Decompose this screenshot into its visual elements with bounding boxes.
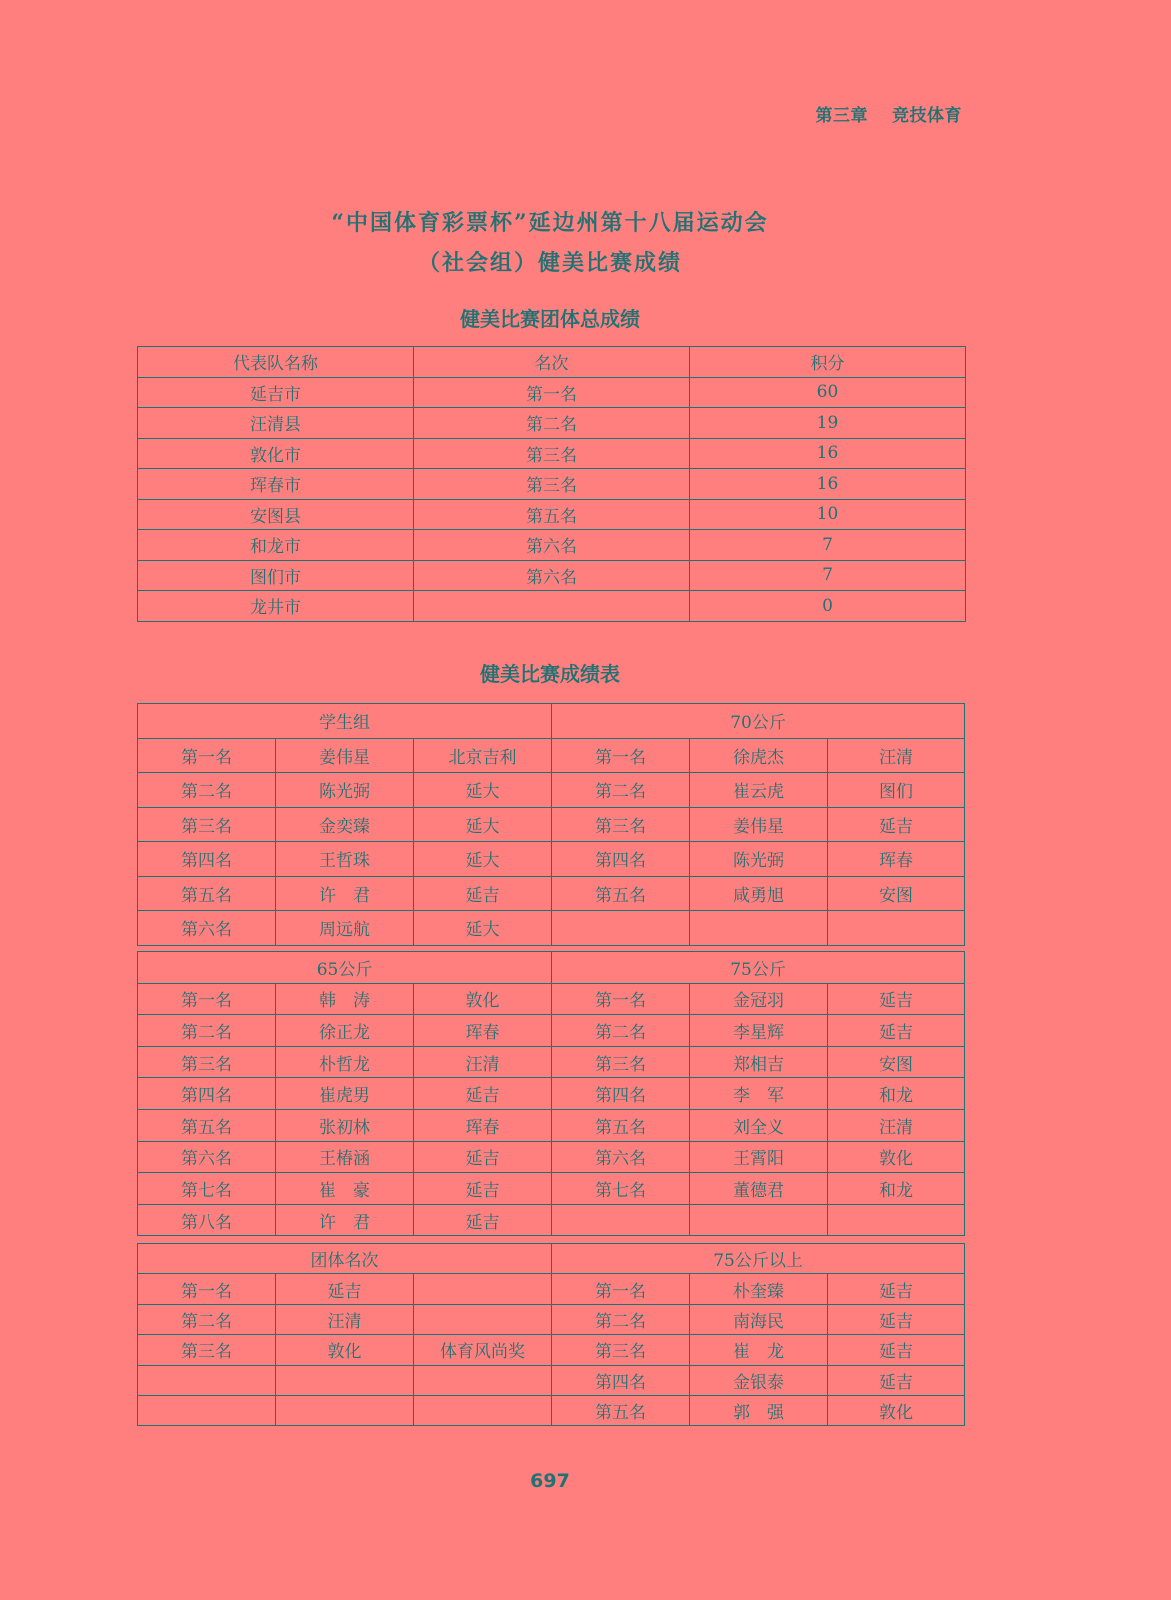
rank-cell: 第三名 bbox=[414, 438, 690, 469]
athlete-cell: 南海民 bbox=[690, 1304, 828, 1334]
team-cell: 延吉 bbox=[828, 1304, 965, 1334]
athlete-cell: 咸勇旭 bbox=[690, 876, 828, 911]
rank-cell bbox=[552, 911, 690, 946]
athlete-cell: 朴哲龙 bbox=[276, 1046, 414, 1078]
athlete-cell: 延吉 bbox=[276, 1274, 414, 1304]
athlete-cell: 王哲珠 bbox=[276, 842, 414, 877]
table-row bbox=[138, 377, 966, 408]
team-name-cell: 龙井市 bbox=[138, 591, 414, 622]
table-row bbox=[138, 1335, 965, 1365]
rank-cell: 第三名 bbox=[552, 807, 690, 842]
team-cell: 安图 bbox=[828, 1046, 965, 1078]
rank-cell: 第六名 bbox=[138, 1141, 276, 1173]
points-cell: 16 bbox=[690, 469, 966, 500]
rank-cell: 第二名 bbox=[552, 1304, 690, 1334]
rank-cell: 第三名 bbox=[138, 807, 276, 842]
column-header: 名次 bbox=[414, 347, 690, 378]
team-cell bbox=[414, 1365, 552, 1395]
rank-cell: 第二名 bbox=[552, 773, 690, 808]
results-block-3 bbox=[137, 1243, 965, 1426]
category-title: 团体名次 bbox=[138, 1244, 552, 1274]
points-cell: 7 bbox=[690, 530, 966, 561]
athlete-cell: 陈光弼 bbox=[690, 842, 828, 877]
athlete-cell: 汪清 bbox=[276, 1304, 414, 1334]
athlete-cell bbox=[690, 911, 828, 946]
table-row bbox=[138, 911, 965, 946]
table-row bbox=[138, 1204, 965, 1236]
rank-cell: 第七名 bbox=[138, 1173, 276, 1205]
table-row bbox=[138, 983, 965, 1015]
rank-cell: 第一名 bbox=[552, 983, 690, 1015]
rank-cell: 第四名 bbox=[138, 1078, 276, 1110]
column-header: 积分 bbox=[690, 347, 966, 378]
rank-cell: 第五名 bbox=[414, 499, 690, 530]
team-cell: 延大 bbox=[414, 807, 552, 842]
rank-cell: 第三名 bbox=[552, 1046, 690, 1078]
team-cell: 延吉 bbox=[414, 1173, 552, 1205]
team-cell bbox=[414, 1395, 552, 1425]
team-cell: 体育风尚奖 bbox=[414, 1335, 552, 1365]
table-row bbox=[138, 773, 965, 808]
table-row bbox=[138, 1304, 965, 1334]
team-cell: 汪清 bbox=[828, 1109, 965, 1141]
athlete-cell: 董德君 bbox=[690, 1173, 828, 1205]
rank-cell: 第五名 bbox=[552, 1395, 690, 1425]
table-row bbox=[138, 807, 965, 842]
team-cell: 汪清 bbox=[828, 738, 965, 773]
rank-cell: 第三名 bbox=[552, 1335, 690, 1365]
chapter-label: 第三章 bbox=[815, 106, 868, 126]
team-cell: 延大 bbox=[414, 773, 552, 808]
rank-cell bbox=[138, 1395, 276, 1425]
points-cell: 7 bbox=[690, 560, 966, 591]
results-block-2 bbox=[137, 951, 965, 1236]
team-results-heading: 健美比赛团体总成绩 bbox=[460, 307, 640, 331]
points-cell: 0 bbox=[690, 591, 966, 622]
team-results-table bbox=[137, 346, 966, 622]
points-cell: 16 bbox=[690, 438, 966, 469]
rank-cell bbox=[138, 1365, 276, 1395]
team-cell bbox=[414, 1274, 552, 1304]
team-name-cell: 敦化市 bbox=[138, 438, 414, 469]
team-cell bbox=[828, 911, 965, 946]
athlete-cell: 李 军 bbox=[690, 1078, 828, 1110]
rank-cell: 第五名 bbox=[138, 1109, 276, 1141]
athlete-cell: 敦化 bbox=[276, 1335, 414, 1365]
athlete-cell: 崔 豪 bbox=[276, 1173, 414, 1205]
athlete-cell: 周远航 bbox=[276, 911, 414, 946]
table-row bbox=[138, 1078, 965, 1110]
table-row bbox=[138, 1141, 965, 1173]
athlete-cell bbox=[690, 1204, 828, 1236]
athlete-cell: 郑相吉 bbox=[690, 1046, 828, 1078]
athlete-cell: 韩 涛 bbox=[276, 983, 414, 1015]
athlete-cell: 姜伟星 bbox=[276, 738, 414, 773]
team-cell bbox=[828, 1204, 965, 1236]
rank-cell: 第二名 bbox=[552, 1015, 690, 1047]
team-cell: 珲春 bbox=[414, 1109, 552, 1141]
rank-cell: 第四名 bbox=[552, 1078, 690, 1110]
results-block-1 bbox=[137, 703, 965, 946]
category-header-row bbox=[138, 952, 965, 984]
rank-cell: 第五名 bbox=[138, 876, 276, 911]
team-cell: 珲春 bbox=[828, 842, 965, 877]
table-row bbox=[138, 842, 965, 877]
table-row bbox=[138, 1395, 965, 1425]
rank-cell: 第六名 bbox=[552, 1141, 690, 1173]
document-title-line-1: “中国体育彩票杯”延边州第十八届运动会 bbox=[331, 210, 769, 236]
table-row bbox=[138, 469, 966, 500]
team-cell: 和龙 bbox=[828, 1078, 965, 1110]
team-cell: 延吉 bbox=[414, 1141, 552, 1173]
team-cell: 汪清 bbox=[414, 1046, 552, 1078]
athlete-cell: 朴奎臻 bbox=[690, 1274, 828, 1304]
rank-cell: 第二名 bbox=[138, 1015, 276, 1047]
page-number: 697 bbox=[530, 1470, 570, 1492]
team-name-cell: 图们市 bbox=[138, 560, 414, 591]
team-cell: 延大 bbox=[414, 842, 552, 877]
team-name-cell: 延吉市 bbox=[138, 377, 414, 408]
rank-cell: 第二名 bbox=[138, 773, 276, 808]
section-label: 竞技体育 bbox=[892, 106, 962, 126]
team-cell: 延吉 bbox=[414, 1204, 552, 1236]
rank-cell: 第二名 bbox=[414, 408, 690, 439]
table-header-row bbox=[138, 347, 966, 378]
rank-cell bbox=[414, 591, 690, 622]
category-title: 65公斤 bbox=[138, 952, 552, 984]
athlete-cell: 郭 强 bbox=[690, 1395, 828, 1425]
table-row bbox=[138, 408, 966, 439]
rank-cell: 第六名 bbox=[414, 560, 690, 591]
team-cell: 延吉 bbox=[828, 1274, 965, 1304]
table-row bbox=[138, 560, 966, 591]
team-cell: 北京吉利 bbox=[414, 738, 552, 773]
table-row bbox=[138, 591, 966, 622]
team-cell: 延吉 bbox=[414, 876, 552, 911]
category-title: 学生组 bbox=[138, 704, 552, 739]
athlete-cell: 崔 龙 bbox=[690, 1335, 828, 1365]
athlete-cell: 崔云虎 bbox=[690, 773, 828, 808]
points-cell: 60 bbox=[690, 377, 966, 408]
team-cell: 延吉 bbox=[828, 1015, 965, 1047]
table-row bbox=[138, 876, 965, 911]
athlete-cell: 金银泰 bbox=[690, 1365, 828, 1395]
athlete-cell: 金冠羽 bbox=[690, 983, 828, 1015]
athlete-cell: 陈光弼 bbox=[276, 773, 414, 808]
points-cell: 10 bbox=[690, 499, 966, 530]
category-header-row bbox=[138, 1244, 965, 1274]
rank-cell: 第一名 bbox=[138, 983, 276, 1015]
athlete-cell bbox=[276, 1395, 414, 1425]
rank-cell: 第一名 bbox=[414, 377, 690, 408]
rank-cell: 第一名 bbox=[552, 738, 690, 773]
rank-cell: 第四名 bbox=[138, 842, 276, 877]
table-row bbox=[138, 1365, 965, 1395]
table-row bbox=[138, 1109, 965, 1141]
rank-cell: 第五名 bbox=[552, 876, 690, 911]
athlete-cell: 金奕臻 bbox=[276, 807, 414, 842]
column-header: 代表队名称 bbox=[138, 347, 414, 378]
athlete-cell: 刘全义 bbox=[690, 1109, 828, 1141]
team-cell: 延吉 bbox=[828, 1335, 965, 1365]
team-cell: 敦化 bbox=[828, 1395, 965, 1425]
athlete-cell: 王椿涵 bbox=[276, 1141, 414, 1173]
rank-cell: 第一名 bbox=[138, 1274, 276, 1304]
category-title: 70公斤 bbox=[552, 704, 965, 739]
rank-cell: 第五名 bbox=[552, 1109, 690, 1141]
athlete-cell bbox=[276, 1365, 414, 1395]
table-row bbox=[138, 738, 965, 773]
athlete-cell: 徐虎杰 bbox=[690, 738, 828, 773]
team-cell: 敦化 bbox=[414, 983, 552, 1015]
athlete-cell: 李星辉 bbox=[690, 1015, 828, 1047]
points-cell: 19 bbox=[690, 408, 966, 439]
team-name-cell: 汪清县 bbox=[138, 408, 414, 439]
rank-cell: 第一名 bbox=[138, 738, 276, 773]
document-title-line-2: （社会组）健美比赛成绩 bbox=[417, 250, 682, 276]
team-cell: 延大 bbox=[414, 911, 552, 946]
rank-cell: 第四名 bbox=[552, 1365, 690, 1395]
athlete-cell: 许 君 bbox=[276, 876, 414, 911]
table-row bbox=[138, 1274, 965, 1304]
team-name-cell: 安图县 bbox=[138, 499, 414, 530]
team-cell: 敦化 bbox=[828, 1141, 965, 1173]
rank-cell: 第七名 bbox=[552, 1173, 690, 1205]
rank-cell: 第六名 bbox=[414, 530, 690, 561]
table-row bbox=[138, 1046, 965, 1078]
team-cell: 安图 bbox=[828, 876, 965, 911]
rank-cell: 第二名 bbox=[138, 1304, 276, 1334]
rank-cell: 第三名 bbox=[138, 1046, 276, 1078]
rank-cell: 第六名 bbox=[138, 911, 276, 946]
team-cell: 图们 bbox=[828, 773, 965, 808]
rank-cell: 第一名 bbox=[552, 1274, 690, 1304]
team-cell: 和龙 bbox=[828, 1173, 965, 1205]
rank-cell: 第三名 bbox=[138, 1335, 276, 1365]
rank-cell: 第四名 bbox=[552, 842, 690, 877]
athlete-cell: 姜伟星 bbox=[690, 807, 828, 842]
table-row bbox=[138, 1173, 965, 1205]
athlete-cell: 王霄阳 bbox=[690, 1141, 828, 1173]
athlete-cell: 张初林 bbox=[276, 1109, 414, 1141]
team-name-cell: 珲春市 bbox=[138, 469, 414, 500]
category-title: 75公斤 bbox=[552, 952, 965, 984]
athlete-cell: 许 君 bbox=[276, 1204, 414, 1236]
athlete-cell: 崔虎男 bbox=[276, 1078, 414, 1110]
table-row bbox=[138, 1015, 965, 1047]
team-cell: 延吉 bbox=[828, 1365, 965, 1395]
table-row bbox=[138, 530, 966, 561]
team-cell bbox=[414, 1304, 552, 1334]
team-cell: 延吉 bbox=[828, 983, 965, 1015]
results-table-heading: 健美比赛成绩表 bbox=[480, 662, 620, 686]
team-cell: 珲春 bbox=[414, 1015, 552, 1047]
running-header bbox=[816, 101, 963, 126]
category-title: 75公斤以上 bbox=[552, 1244, 965, 1274]
team-cell: 延吉 bbox=[828, 807, 965, 842]
team-cell: 延吉 bbox=[414, 1078, 552, 1110]
rank-cell bbox=[552, 1204, 690, 1236]
table-row bbox=[138, 499, 966, 530]
athlete-cell: 徐正龙 bbox=[276, 1015, 414, 1047]
team-name-cell: 和龙市 bbox=[138, 530, 414, 561]
rank-cell: 第三名 bbox=[414, 469, 690, 500]
rank-cell: 第八名 bbox=[138, 1204, 276, 1236]
category-header-row bbox=[138, 704, 965, 739]
table-row bbox=[138, 438, 966, 469]
